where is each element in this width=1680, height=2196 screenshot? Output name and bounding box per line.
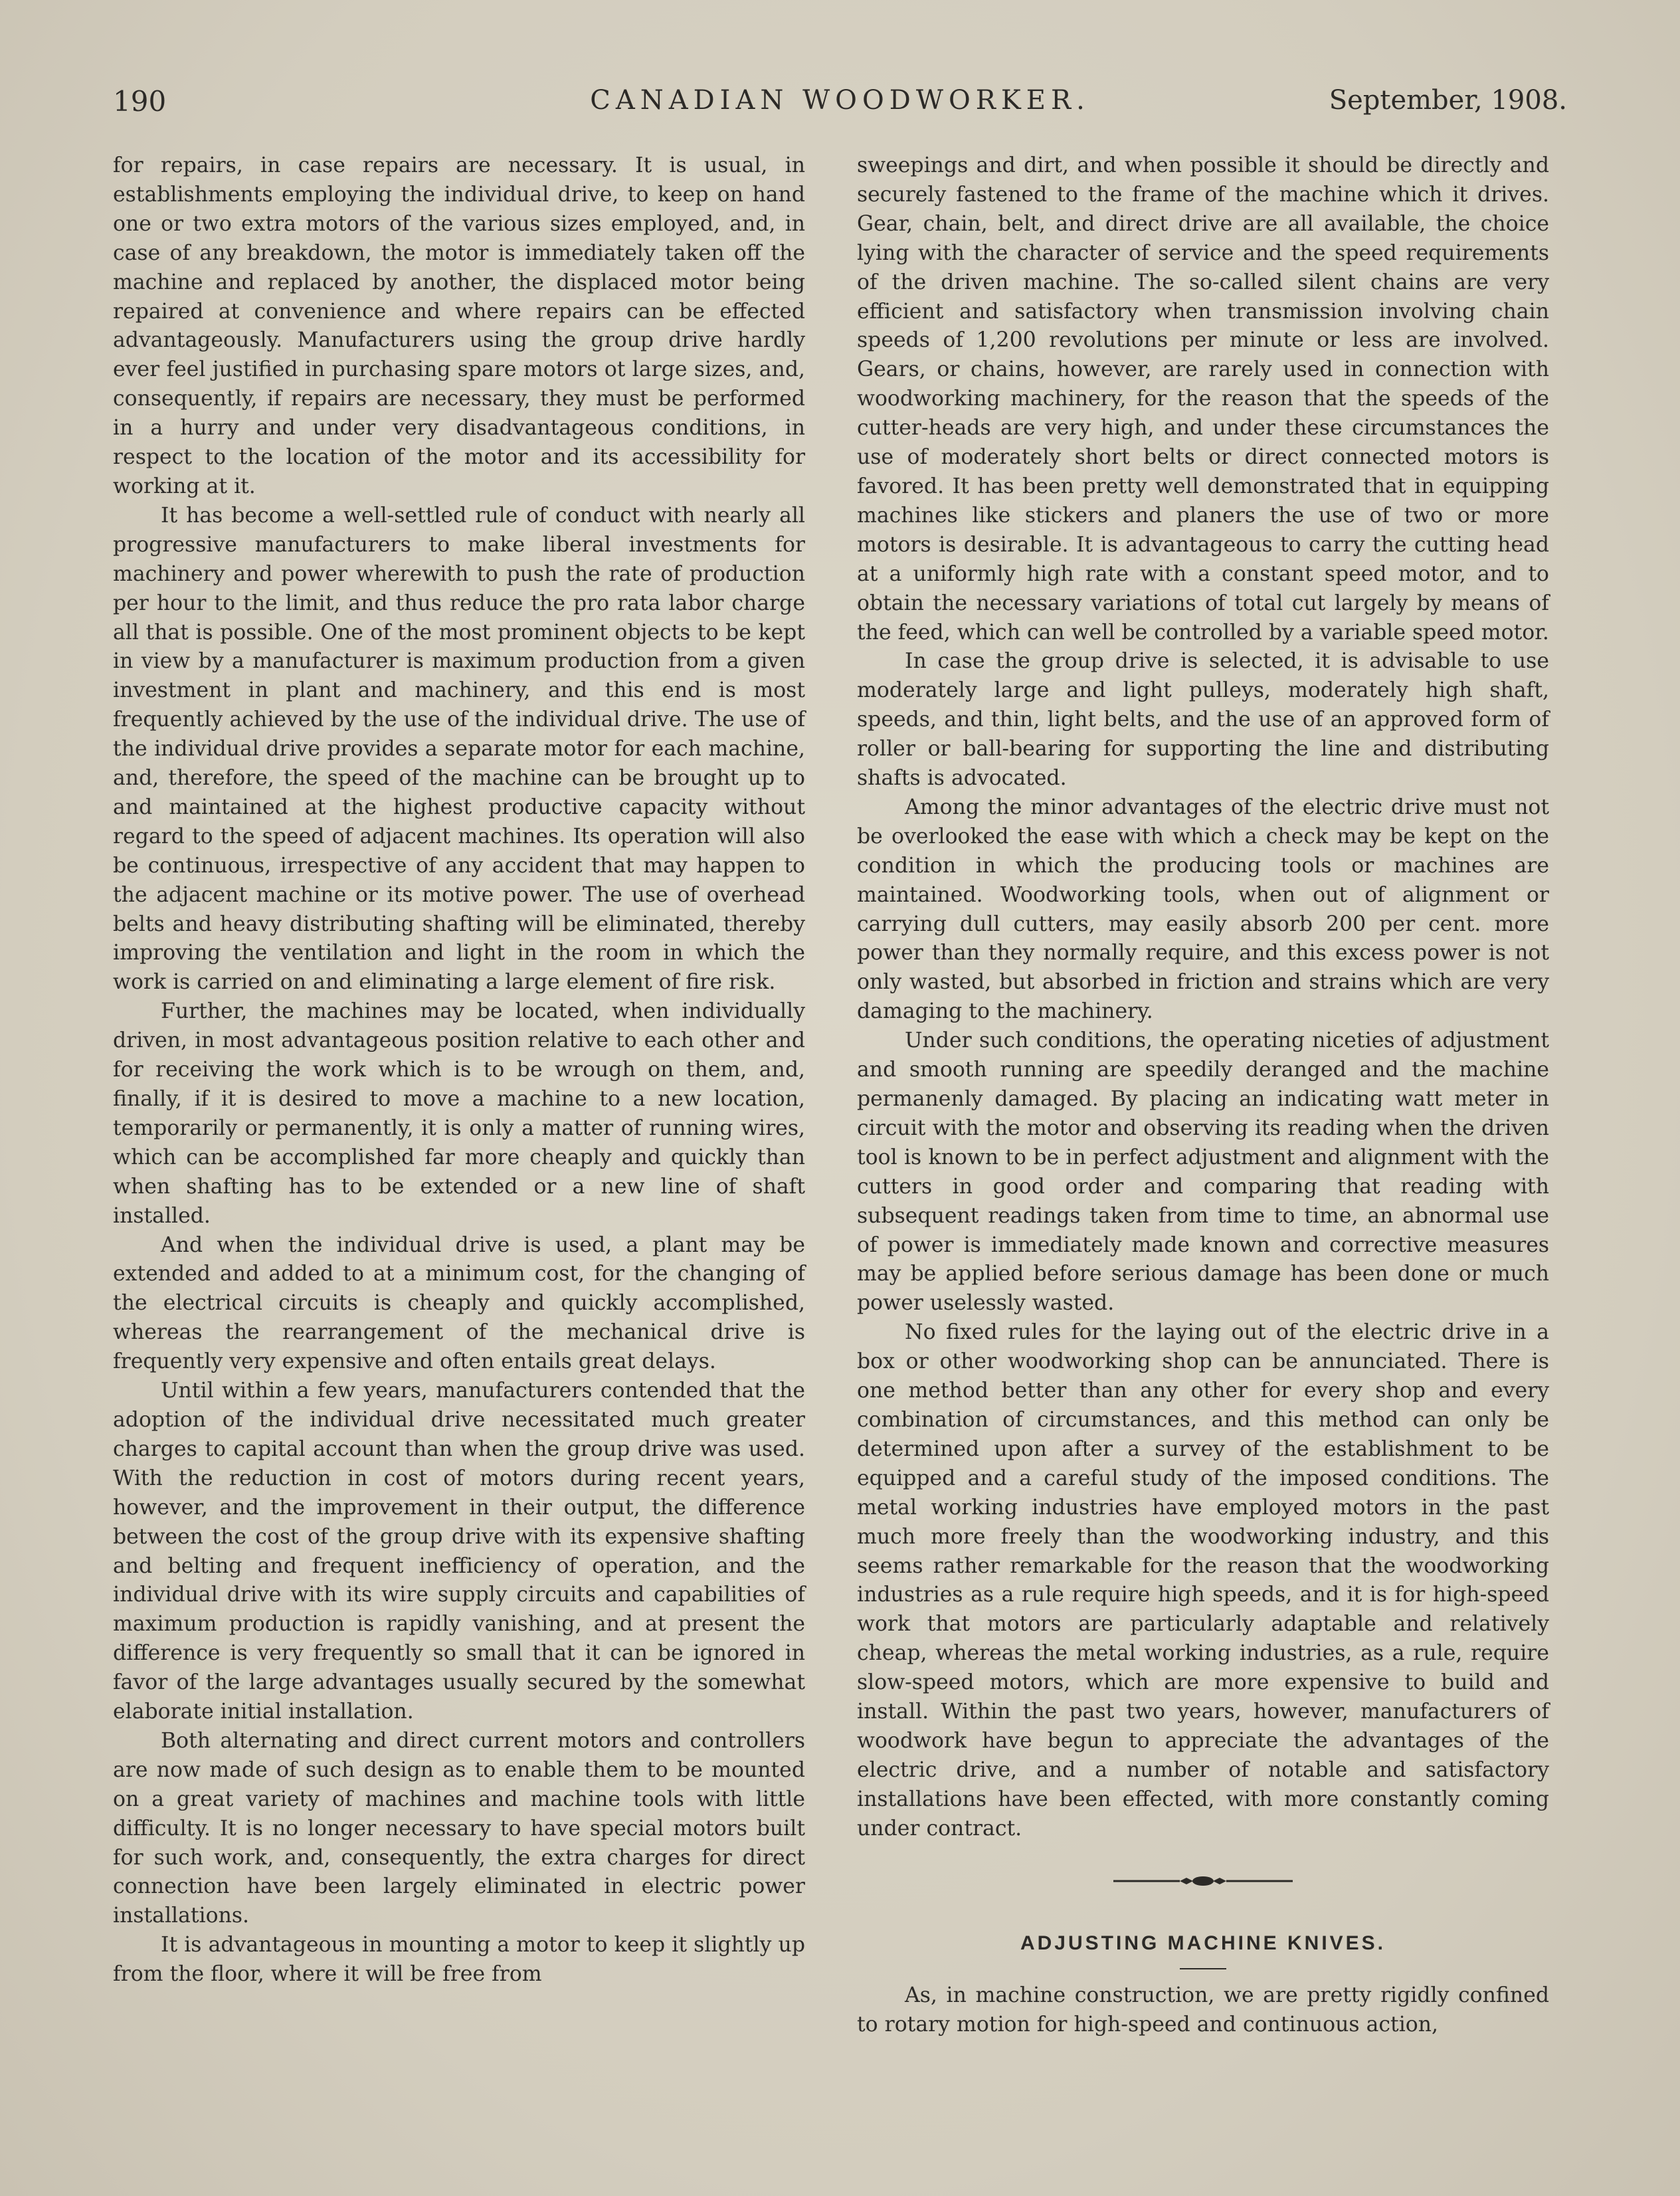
- page-number: 190: [113, 85, 167, 118]
- paragraph: And when the individual drive is used, a plant may be extended and added to at a minimum cost, for the changing of the electrical circuits is cheaply and quickly accomplished, whereas the rearrangement of the mechanical drive is frequently very expensive and often entails great delays.: [113, 1233, 805, 1374]
- paragraph: It has become a well-settled rule of conduct with nearly all progressive manufacturers to make liberal investments for machinery and power wherewith to push the rate of production per hour to the limit, and thus reduce the pro rata labor charge all that is possible. One of the most prominent objects to be kept in view by a manufacturer is maximum production from a given investment in plant and machinery, and this end is most frequently achieved by the use of the individual drive. The use of the individual drive provides a separate motor for each machine, and, therefore, the speed of the machine can be brought up to and maintained at the highest productive capacity without regard to the speed of adjacent machines. Its operation will also be continuous, irrespective of any accident that may happen to the adjacent machine or its motive power. The use of overhead belts and heavy distributing shafting will be eliminated, thereby improving the ventilation and light in the room in which the work is carried on and eliminating a large element of fire risk.: [113, 503, 805, 995]
- issue-date: September, 1908.: [1329, 85, 1567, 116]
- paragraph: Both alternating and direct current motors and controllers are now made of such design as to enable them to be mounted on a great variety of machines and machine tools with little difficulty. It is no longer necessary to have special motors built for such work, and, consequently, the extra charges for direct connection have been largely eliminated in electric power installations.: [113, 1728, 805, 1928]
- paragraph: As, in machine construction, we are pretty rigidly confined to rotary motion for high-speed and continuous action,: [857, 1983, 1549, 2037]
- paragraph: for repairs, in case repairs are necessary. It is usual, in establishments employing the individual drive, to keep on hand one or two extra motors of the various sizes employed, and, in case of any breakdown, the motor is immediately taken off the machine and replaced by another, the displaced motor being repaired at convenience and where repairs can be effected advantageously. Manufacturers using the group drive hardly ever feel justified in purchasing spare motors ot large sizes, and, consequently, if repairs are necessary, they must be performed in a hurry and under very disadvantageous conditions, in respect to the location of the motor and its accessibility for working at it.: [113, 153, 805, 498]
- right-column: [857, 151, 1549, 2040]
- paragraph: In case the group drive is selected, it is advisable to use moderately large and light pulleys, moderately high shaft, speeds, and thin, light belts, and the use of an approved form of roller or ball-bearing for supporting the line and distributing shafts is advocated.: [857, 649, 1549, 791]
- left-column: [113, 151, 805, 1989]
- ornament-icon: [1113, 1874, 1293, 1888]
- running-head: [113, 85, 1567, 125]
- heading-rule: [1180, 1968, 1226, 1969]
- paragraph: Under such conditions, the operating niceties of adjustment and smooth running are speedily deranged and the machine permanenly damaged. By placing an indicating watt meter in circuit with the motor and observing its reading when the driven tool is known to be in perfect adjustment and alignment with the cutters in good order and comparing that reading with subsequent readings taken from time to time, an abnormal use of power is immediately made known and corrective measures may be applied before serious damage has been done or much power uselessly wasted.: [857, 1029, 1549, 1316]
- journal-title: CANADIAN WOODWORKER.: [590, 85, 1090, 116]
- paragraph: It is advantageous in mounting a motor to keep it slightly up from the floor, where it will be free from: [113, 1933, 805, 1987]
- paragraph: Until within a few years, manufacturers contended that the adoption of the individual drive necessitated much greater charges to capital account than when the group drive was used. With the reduction in cost of motors during recent years, however, and the improvement in their output, the difference between the cost of the group drive with its expensive shafting and belting and frequent inefficiency of operation, and the individual drive with its wire supply circuits and capabilities of maximum production is rapidly vanishing, and at present the difference is very frequently so small that it can be ignored in favor of the large advantages usually secured by the somewhat elaborate initial installation.: [113, 1379, 805, 1724]
- paragraph: Among the minor advantages of the electric drive must not be overlooked the ease with which a check may be kept on the condition in which the producing tools or machines are maintained. Woodworking tools, when out of alignment or carrying dull cutters, may easily absorb 200 per cent. more power than they normally require, and this excess power is not only wasted, but absorbed in friction and strains which are very damaging to the machinery.: [857, 795, 1549, 1024]
- paragraph: Further, the machines may be located, when individually driven, in most advantageous position relative to each other and for receiving the work which is to be wrough on them, and, finally, if it is desired to move a machine to a new location, temporarily or permanently, it is only a matter of running wires, which can be accomplished far more cheaply and quickly than when shafting has to be extended or a new line of shaft installed.: [113, 999, 805, 1228]
- paragraph: No fixed rules for the laying out of the electric drive in a box or other woodworking shop can be annunciated. There is one method better than any other for every shop and every combination of circumstances, and this method can only be determined upon after a survey of the establishment to be equipped and a careful study of the imposed conditions. The metal working industries have employed motors in the past much more freely than the woodworking industry, and this seems rather remarkable for the reason that the woodworking industries as a rule require high speeds, and it is for high-speed work that motors are particularly adaptable and relatively cheap, whereas the metal working industries, as a rule, require slow-speed motors, which are more expensive to build and install. Within the past two years, however, manufacturers of woodwork have begun to appreciate the advantages of the electric drive, and a number of notable and satisfactory installations have been effected, with more constantly coming under contract.: [857, 1320, 1549, 1841]
- section-heading: ADJUSTING MACHINE KNIVES.: [1020, 1932, 1386, 1954]
- section-divider-ornament: [857, 1870, 1549, 1910]
- paragraph: sweepings and dirt, and when possible it should be directly and securely fastened to the frame of the machine which it drives. Gear, chain, belt, and direct drive are all available, the choice lying with the character of service and the speed requirements of the driven machine. The so-called silent chains are very efficient and satisfactory when transmission involving chain speeds of 1,200 revolutions per minute or less are involved. Gears, or chains, however, are rarely used in connection with woodworking machinery, for the reason that the speeds of the cutter-heads are very high, and under these circumstances the use of moderately short belts or direct connected motors is favored. It has been pretty well demonstrated that in equipping machines like stickers and planers the use of two or more motors is desirable. It is advantageous to carry the cutting head at a uniformly high rate with a constant speed motor, and to obtain the necessary variations of total cut largely by means of the feed, which can well be controlled by a variable speed motor.: [857, 153, 1549, 645]
